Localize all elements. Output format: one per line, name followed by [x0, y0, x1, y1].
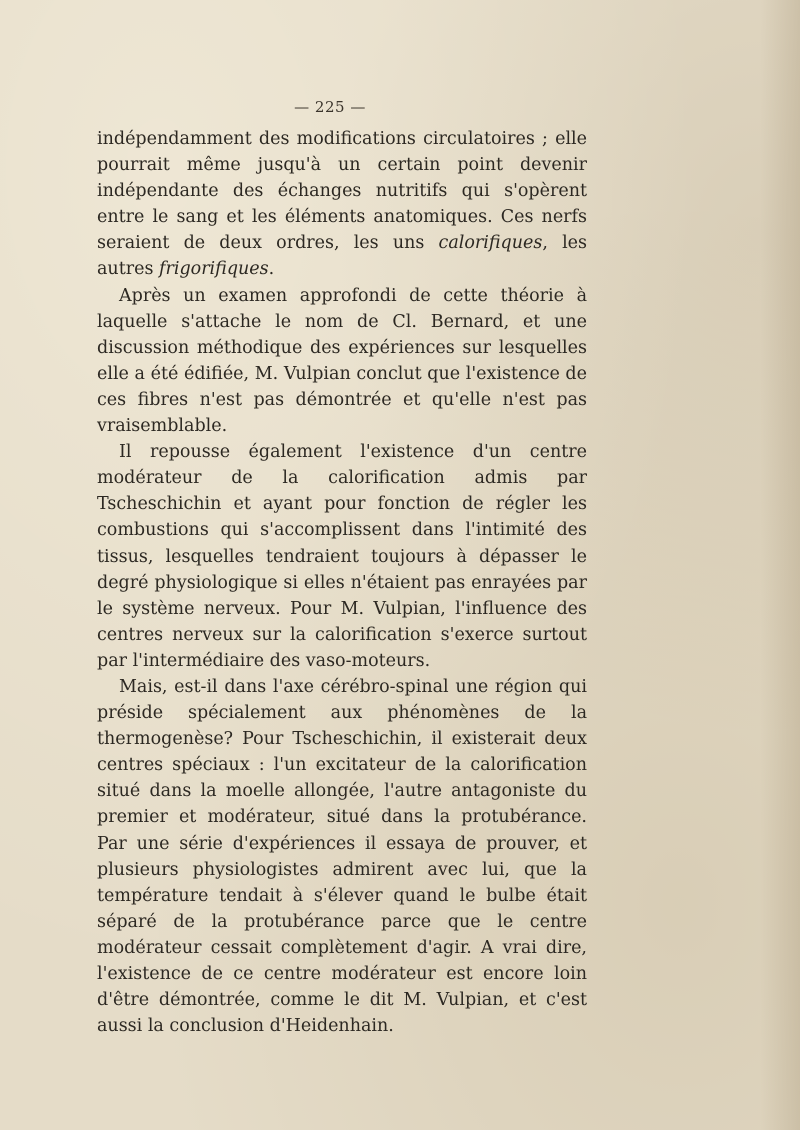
page-number: — 225 —: [294, 98, 366, 116]
body-text: [97, 126, 587, 1039]
text-run: indépendamment des modifications circulatoires ; elle pourrait même jusqu'à un certain point devenir indépendante des échanges nutritifs qui s'opèrent entre le sang et les éléments anatomiques. Ces nerfs seraient de deux ordres, les uns: [97, 129, 587, 254]
text-run: .: [268, 259, 275, 280]
text-run: Après un examen approfondi de cette théorie à laquelle s'attache le nom de Cl. Bernard, et une discussion méthodique des expériences sur lesquelles elle a été édifiée, M. Vulpian conclut que l'existence de ces fibres n'est pas démontrée et qu'elle n'est pas vraisemblable.: [97, 285, 587, 437]
text-run: , les autres: [97, 233, 587, 280]
paragraph: [97, 674, 587, 1039]
text-run: Mais, est-il dans l'axe cérébro-spinal une région qui préside spécialement aux phénomènes de la thermogenèse? Pour Tscheschichin, il existerait deux centres spéciaux : l'un excitateur de la calorification situé dans la moelle allongée, l'autre antagoniste du premier et modérateur, situé dans la protubérance. Par une série d'expériences il essaya de prouver, et plusieurs physiologistes admirent avec lui, que la température tendait à s'élever quand le bulbe était séparé de la protubérance parce que le centre modérateur cessait complètement d'agir. A vrai dire, l'existence de ce centre modérateur est encore loin d'être démontrée, comme le dit M. Vulpian, et c'est aussi la conclusion d'Heidenhain.: [97, 676, 587, 1037]
italic-text: frigorifiques: [159, 259, 269, 280]
paragraph: [97, 283, 587, 440]
paragraph: [97, 439, 587, 674]
page-edge-shadow: [760, 0, 800, 1130]
text-run: Il repousse également l'existence d'un centre modérateur de la calorification admis par Tscheschichin et ayant pour fonction de régler les combustions qui s'accomplissent dans l'intimité des tissus, lesquelles tendraient toujours à dépasser le degré physiologique si elles n'étaient pas enrayées par le système nerveux. Pour M. Vulpian, l'influence des centres nerveux sur la calorification s'exerce surtout par l'intermédiaire des vaso-moteurs.: [97, 442, 587, 671]
paragraph: [97, 126, 587, 283]
italic-text: calorifiques: [438, 233, 543, 254]
